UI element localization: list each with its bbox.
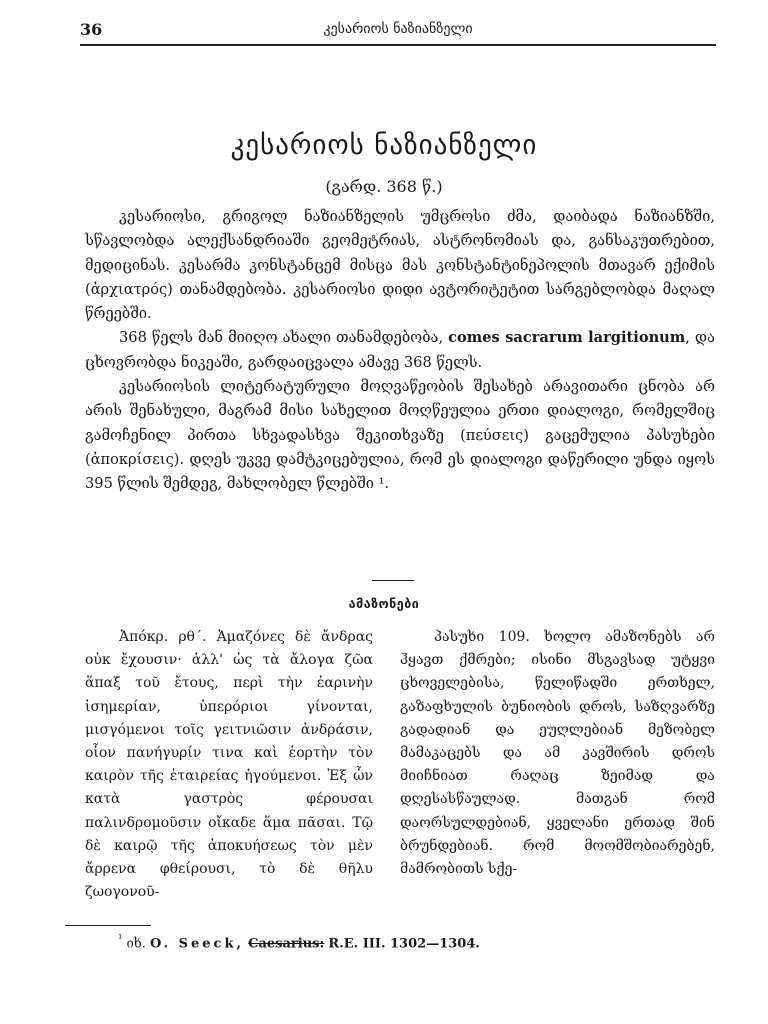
footnote-marker: ¹: [118, 932, 123, 945]
footnote-divider: [65, 925, 151, 926]
footnote: [118, 932, 678, 951]
section-divider: [372, 580, 414, 581]
footnote-source: R.E. III. 1302—1304.: [328, 936, 480, 952]
greek-column: [85, 626, 373, 904]
paragraph-1: კესარიოსი, გრიგოლ ნაზიანზელის უმცროსი ძმა, დაიბადა ნაზიანზში, სწავლობდა ალექსანდრიაში გეომეტრიას, ასტრონომიას და, განსაკუთრებით, მედიცინას. კესარმა კონსტანცემ მისცა მას კონსტანტინეპოლის მთავარ ექიმის (ἀρχιατρός) თანამდებობა. კესარიოსი დიდი ავტორიტეტით სარგებლობდა მაღალ წრეებში.: [85, 208, 715, 323]
section-heading: ამაზონები: [348, 596, 420, 611]
latin-title-phrase: comes sacrarum largitionum: [448, 329, 686, 347]
footnote-author: O. Seeck,: [150, 936, 244, 952]
chapter-title: კესარიოს ნაზიანზელი: [230, 130, 538, 161]
introduction-text: [85, 205, 715, 497]
georgian-column: [400, 626, 715, 881]
paragraph-2-end: , და ცხოვრობდა ნიკეაში, გარდაიცვალა ამავე 368 წელს.: [85, 329, 715, 371]
page-number: 36: [80, 20, 103, 39]
chapter-subtitle: (გარდ. 368 წ.): [325, 177, 443, 196]
paragraph-2-start: 368 წელს მან მიიღო ახალი თანამდებობა,: [119, 329, 449, 347]
footnote-article: Caesarius:: [248, 936, 325, 952]
running-header: [80, 18, 716, 46]
footnote-prefix: იხ.: [126, 936, 146, 952]
paragraph-3: კესარიოსის ლიტერატურული მოღვაწეობის შესახებ არავითარი ცნობა არ არის შენახული, მაგრამ მისი სახელით მოღწეულია ერთი დიალოგი, რომელშიც გამოჩენილ პირთა სხვადასხვა შეკითხვაზე (πεύσεις) გაცემულია პასუხები (ἀποκρίσεις). დღეს უკვე დამტკიცებულია, რომ ეს დიალოგი დაწერილი უნდა იყოს 395 წლის შემდეგ, მახლობელ წლებში ¹.: [85, 378, 715, 493]
georgian-translation: პასუხი 109. ხოლო ამაზონებს არ ჰყავთ ქმრები; ისინი მსგავსად უტყვი ცხოველებისა, წელიწადში ერთხელ, გაზაფხულის ბუნიობის დროს, საზღვარზე გადადიან და ეუღლებიან მეზობელ მამაკაცებს და ამ კავშირის დროს მიიჩნიათ რაღაც ზეიმად და დღესასწაულად. მათგან რომ დაორსულდებიან, ყველანი ერთად შინ ბრუნდებიან. რომ მოომშობიარებენ, მამრობითს სქე-: [400, 629, 715, 878]
running-title: კესარიოს ნაზიანზელი: [323, 21, 473, 37]
greek-text: Ἀπόκρ. ρθ΄. Ἀμαζόνες δὲ ἄνδρας οὐκ ἔχουσιν· ἀλλ' ὡς τὰ ἄλογα ζῶα ἅπαξ τοῦ ἔτους, περὶ τὴν ἐαρινὴν ἰσημερίαν, ὑπερόριοι γίνονται, μισγόμενοι τοῖς γειτνιῶσιν ἀνδράσιν, οἷον πανήγυρίν τινα καὶ ἑορτὴν τὸν καιρὸν τῆς ἑταιρείας ἡγούμενοι. Ἐξ ὧν κατὰ γαστρὸς φέρουσαι παλινδρομοῦσιν οἴκαδε ἅμα πᾶσαι. Τῷ δὲ καιρῷ τῆς ἀποκυήσεως τὸν μὲν ἄρρενα φθείρουσι, τὸ δὲ θῆλυ ζωογονοῦ-: [85, 629, 373, 901]
paragraph-2: [85, 326, 715, 375]
